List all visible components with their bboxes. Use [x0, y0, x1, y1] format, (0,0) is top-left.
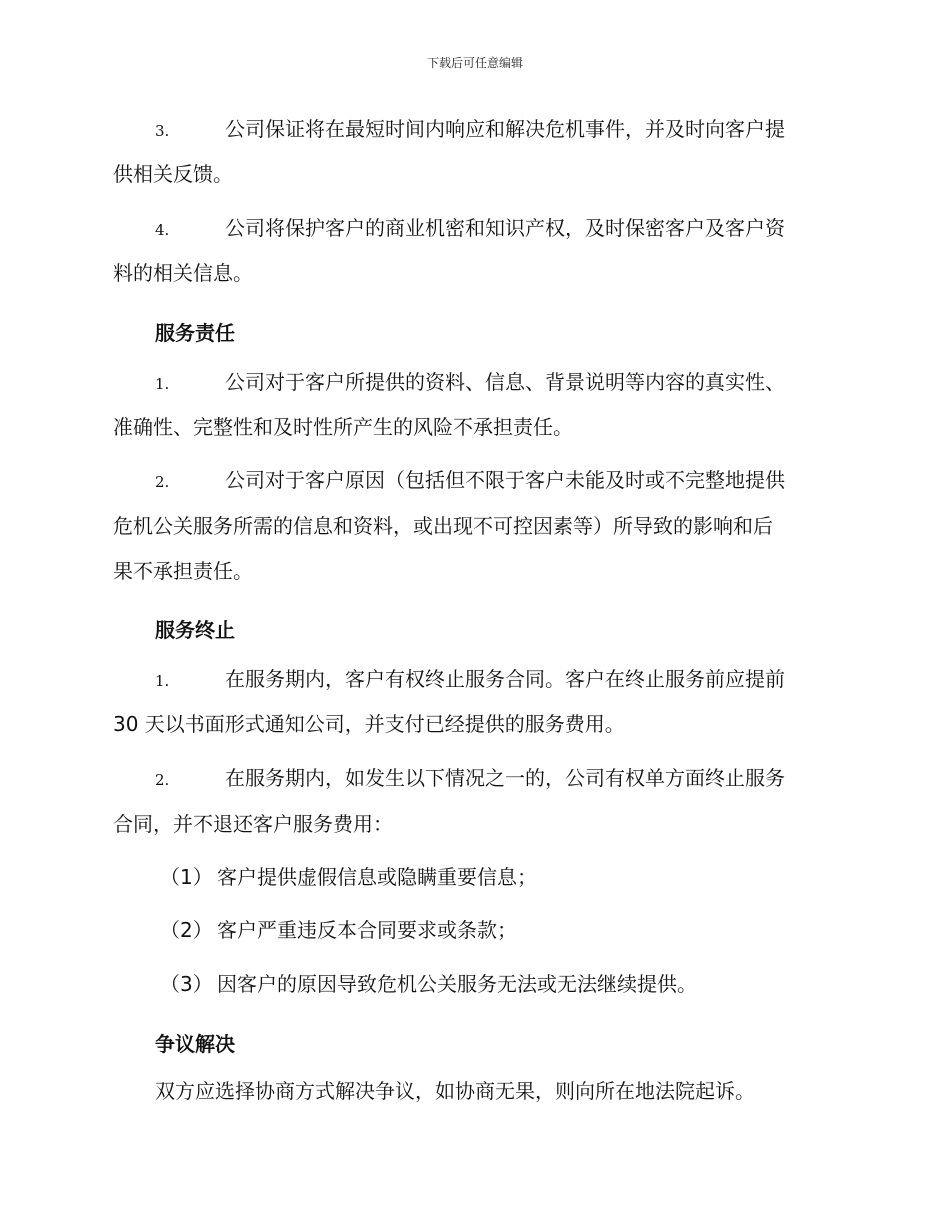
item-number: 1.: [155, 375, 170, 393]
section-heading: 服务终止: [155, 618, 235, 642]
sub-item-text: 客户提供虚假信息或隐瞒重要信息；: [217, 865, 537, 889]
sub-item-text: 因客户的原因导致危机公关服务无法或无法继续提供。: [217, 972, 697, 996]
sub-item-number: （2）: [160, 918, 213, 942]
paragraph-line: 双方应选择协商方式解决争议，如协商无果，则向所在地法院起诉。: [155, 1079, 755, 1103]
sub-item-number: （1）: [160, 865, 213, 889]
paragraph-line: 30 天以书面形式通知公司，并支付已经提供的服务费用。: [113, 712, 625, 736]
paragraph-line: 料的相关信息。: [113, 261, 253, 285]
paragraph-line: 在服务期内，如发生以下情况之一的，公司有权单方面终止服务: [225, 766, 785, 790]
item-number: 3.: [155, 122, 170, 140]
item-number: 2.: [155, 473, 170, 491]
sub-item-number: （3）: [160, 972, 213, 996]
paragraph-line: 公司对于客户所提供的资料、信息、背景说明等内容的真实性、: [225, 370, 785, 394]
section-heading: 服务责任: [155, 321, 235, 345]
item-number: 2.: [155, 771, 170, 789]
page-header: 下载后可任意编辑: [426, 56, 523, 70]
paragraph-line: 公司对于客户原因（包括但不限于客户未能及时或不完整地提供: [225, 468, 785, 492]
paragraph-line: 公司保证将在最短时间内响应和解决危机事件，并及时向客户提: [225, 117, 785, 141]
paragraph-line: 公司将保护客户的商业机密和知识产权，及时保密客户及客户资: [225, 216, 785, 240]
paragraph-line: 合同，并不退还客户服务费用：: [113, 812, 393, 836]
paragraph-line: 危机公关服务所需的信息和资料，或出现不可控因素等）所导致的影响和后: [113, 514, 773, 538]
paragraph-line: 准确性、完整性和及时性所产生的风险不承担责任。: [113, 415, 573, 439]
paragraph-line: 果不承担责任。: [113, 559, 253, 583]
item-number: 4.: [155, 221, 170, 239]
paragraph-line: 供相关反馈。: [113, 162, 233, 186]
paragraph-line: 在服务期内，客户有权终止服务合同。客户在终止服务前应提前: [225, 667, 785, 691]
section-heading: 争议解决: [155, 1032, 235, 1056]
item-number: 1.: [155, 672, 170, 690]
sub-item-text: 客户严重违反本合同要求或条款；: [217, 918, 517, 942]
